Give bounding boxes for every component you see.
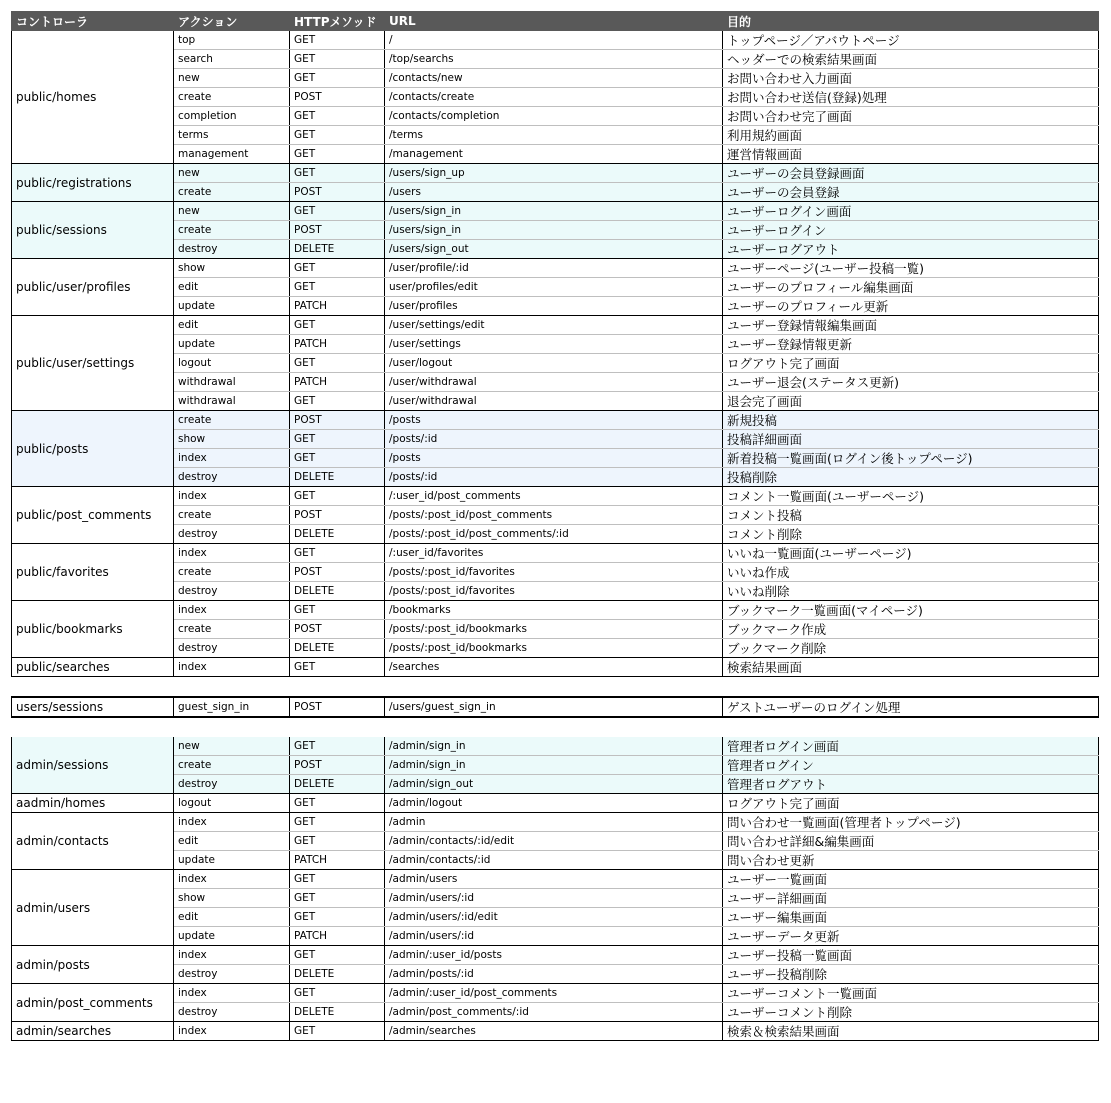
method-cell: PATCH	[290, 335, 385, 354]
method-cell: DELETE	[290, 240, 385, 259]
action-cell: destroy	[174, 468, 290, 487]
purpose-cell: ユーザーコメント削除	[723, 1003, 1099, 1022]
header-controller: コントローラ	[12, 12, 174, 31]
action-cell: logout	[174, 794, 290, 813]
table-row	[12, 221, 1099, 240]
action-cell: new	[174, 164, 290, 183]
purpose-cell: ユーザー一覧画面	[723, 870, 1099, 889]
action-cell: index	[174, 449, 290, 468]
purpose-cell: ユーザーログイン画面	[723, 202, 1099, 221]
url-cell: /users	[385, 183, 723, 202]
table-row	[12, 354, 1099, 373]
method-cell: GET	[290, 1022, 385, 1041]
url-cell: /	[385, 31, 723, 50]
action-cell: index	[174, 946, 290, 965]
url-cell: /admin/users/:id	[385, 889, 723, 908]
method-cell: POST	[290, 88, 385, 107]
purpose-cell: お問い合わせ入力画面	[723, 69, 1099, 88]
header-action: アクション	[174, 12, 290, 31]
url-cell: /admin	[385, 813, 723, 832]
purpose-cell: ユーザー編集画面	[723, 908, 1099, 927]
purpose-cell: 検索結果画面	[723, 658, 1099, 677]
url-cell: /top/searchs	[385, 50, 723, 69]
header-method: HTTPメソッド	[290, 12, 385, 31]
url-cell: /posts/:post_id/bookmarks	[385, 639, 723, 658]
url-cell: user/profiles/edit	[385, 278, 723, 297]
purpose-cell: 問い合わせ詳細&編集画面	[723, 832, 1099, 851]
purpose-cell: ヘッダーでの検索結果画面	[723, 50, 1099, 69]
url-cell: /admin/posts/:id	[385, 965, 723, 984]
purpose-cell: 管理者ログイン	[723, 756, 1099, 775]
method-cell: POST	[290, 221, 385, 240]
header-purpose: 目的	[723, 12, 1099, 31]
table-row	[12, 813, 1099, 832]
action-cell: destroy	[174, 582, 290, 601]
action-cell: index	[174, 487, 290, 506]
table-row	[12, 183, 1099, 202]
url-cell: /searches	[385, 658, 723, 677]
action-cell: destroy	[174, 1003, 290, 1022]
controller-cell: public/registrations	[12, 164, 174, 202]
method-cell: GET	[290, 50, 385, 69]
method-cell: GET	[290, 449, 385, 468]
purpose-cell: 検索＆検索結果画面	[723, 1022, 1099, 1041]
method-cell: POST	[290, 620, 385, 639]
method-cell: GET	[290, 889, 385, 908]
url-cell: /users/sign_in	[385, 202, 723, 221]
spacer-row	[12, 717, 1099, 737]
purpose-cell: ユーザーログイン	[723, 221, 1099, 240]
action-cell: create	[174, 221, 290, 240]
method-cell: GET	[290, 145, 385, 164]
action-cell: create	[174, 563, 290, 582]
method-cell: GET	[290, 107, 385, 126]
purpose-cell: お問い合わせ送信(登録)処理	[723, 88, 1099, 107]
action-cell: update	[174, 851, 290, 870]
table-row	[12, 202, 1099, 221]
url-cell: /users/guest_sign_in	[385, 697, 723, 717]
url-cell: /:user_id/post_comments	[385, 487, 723, 506]
purpose-cell: ブックマーク一覧画面(マイページ)	[723, 601, 1099, 620]
controller-cell: public/user/profiles	[12, 259, 174, 316]
method-cell: GET	[290, 908, 385, 927]
action-cell: destroy	[174, 525, 290, 544]
method-cell: GET	[290, 832, 385, 851]
action-cell: management	[174, 145, 290, 164]
table-row	[12, 392, 1099, 411]
controller-cell: admin/posts	[12, 946, 174, 984]
action-cell: create	[174, 620, 290, 639]
method-cell: GET	[290, 316, 385, 335]
table-row	[12, 278, 1099, 297]
purpose-cell: ブックマーク作成	[723, 620, 1099, 639]
url-cell: /management	[385, 145, 723, 164]
action-cell: search	[174, 50, 290, 69]
table-row	[12, 335, 1099, 354]
controller-cell: public/posts	[12, 411, 174, 487]
table-row	[12, 851, 1099, 870]
method-cell: GET	[290, 487, 385, 506]
table-row	[12, 297, 1099, 316]
method-cell: GET	[290, 126, 385, 145]
table-row	[12, 164, 1099, 183]
action-cell: edit	[174, 832, 290, 851]
purpose-cell: ユーザー登録情報更新	[723, 335, 1099, 354]
table-row	[12, 411, 1099, 430]
controller-cell: public/searches	[12, 658, 174, 677]
purpose-cell: ログアウト完了画面	[723, 354, 1099, 373]
controller-cell: public/sessions	[12, 202, 174, 259]
purpose-cell: ユーザー投稿削除	[723, 965, 1099, 984]
url-cell: /users/sign_up	[385, 164, 723, 183]
purpose-cell: コメント投稿	[723, 506, 1099, 525]
method-cell: GET	[290, 813, 385, 832]
purpose-cell: ゲストユーザーのログイン処理	[723, 697, 1099, 717]
purpose-cell: ブックマーク削除	[723, 639, 1099, 658]
purpose-cell: 投稿削除	[723, 468, 1099, 487]
action-cell: update	[174, 927, 290, 946]
url-cell: /user/logout	[385, 354, 723, 373]
purpose-cell: 問い合わせ更新	[723, 851, 1099, 870]
method-cell: POST	[290, 183, 385, 202]
method-cell: POST	[290, 506, 385, 525]
action-cell: terms	[174, 126, 290, 145]
controller-cell: admin/users	[12, 870, 174, 946]
controller-cell: users/sessions	[12, 697, 174, 717]
purpose-cell: いいね作成	[723, 563, 1099, 582]
action-cell: edit	[174, 316, 290, 335]
url-cell: /:user_id/favorites	[385, 544, 723, 563]
controller-cell: public/post_comments	[12, 487, 174, 544]
method-cell: DELETE	[290, 525, 385, 544]
table-row	[12, 430, 1099, 449]
purpose-cell: 新着投稿一覧画面(ログイン後トップページ)	[723, 449, 1099, 468]
url-cell: /posts/:id	[385, 430, 723, 449]
method-cell: GET	[290, 794, 385, 813]
url-cell: /user/profile/:id	[385, 259, 723, 278]
controller-cell: public/homes	[12, 31, 174, 164]
url-cell: /admin/sign_in	[385, 737, 723, 756]
purpose-cell: ユーザーの会員登録画面	[723, 164, 1099, 183]
table-row	[12, 126, 1099, 145]
table-row	[12, 1003, 1099, 1022]
purpose-cell: コメント一覧画面(ユーザーページ)	[723, 487, 1099, 506]
table-row	[12, 697, 1099, 717]
method-cell: DELETE	[290, 1003, 385, 1022]
action-cell: completion	[174, 107, 290, 126]
url-cell: /posts	[385, 411, 723, 430]
table-row	[12, 756, 1099, 775]
action-cell: show	[174, 430, 290, 449]
table-row	[12, 601, 1099, 620]
table-row	[12, 259, 1099, 278]
action-cell: edit	[174, 908, 290, 927]
purpose-cell: いいね一覧画面(ユーザーページ)	[723, 544, 1099, 563]
method-cell: DELETE	[290, 965, 385, 984]
action-cell: withdrawal	[174, 392, 290, 411]
controller-cell: admin/contacts	[12, 813, 174, 870]
url-cell: /posts/:post_id/post_comments/:id	[385, 525, 723, 544]
url-cell: /posts	[385, 449, 723, 468]
purpose-cell: ユーザー詳細画面	[723, 889, 1099, 908]
table-row	[12, 145, 1099, 164]
method-cell: GET	[290, 946, 385, 965]
method-cell: GET	[290, 164, 385, 183]
method-cell: PATCH	[290, 927, 385, 946]
header-url: URL	[385, 12, 723, 31]
table-row	[12, 69, 1099, 88]
method-cell: DELETE	[290, 775, 385, 794]
url-cell: /admin/users	[385, 870, 723, 889]
table-row	[12, 240, 1099, 259]
url-cell: /posts/:post_id/bookmarks	[385, 620, 723, 639]
purpose-cell: 新規投稿	[723, 411, 1099, 430]
url-cell: /posts/:id	[385, 468, 723, 487]
method-cell: DELETE	[290, 582, 385, 601]
action-cell: create	[174, 411, 290, 430]
url-cell: /admin/post_comments/:id	[385, 1003, 723, 1022]
url-cell: /user/profiles	[385, 297, 723, 316]
header-row	[12, 12, 1099, 31]
method-cell: GET	[290, 69, 385, 88]
table-row	[12, 639, 1099, 658]
action-cell: destroy	[174, 775, 290, 794]
purpose-cell: ユーザーデータ更新	[723, 927, 1099, 946]
action-cell: destroy	[174, 240, 290, 259]
purpose-cell: トップページ／アバウトページ	[723, 31, 1099, 50]
url-cell: /posts/:post_id/favorites	[385, 582, 723, 601]
routes-sheet	[11, 11, 1098, 1041]
spacer-cell	[12, 677, 1099, 697]
method-cell: DELETE	[290, 639, 385, 658]
action-cell: update	[174, 335, 290, 354]
url-cell: /terms	[385, 126, 723, 145]
method-cell: GET	[290, 544, 385, 563]
table-row	[12, 487, 1099, 506]
action-cell: index	[174, 601, 290, 620]
controller-cell: admin/post_comments	[12, 984, 174, 1022]
controller-cell: aadmin/homes	[12, 794, 174, 813]
table-row	[12, 737, 1099, 756]
method-cell: GET	[290, 601, 385, 620]
url-cell: /admin/contacts/:id/edit	[385, 832, 723, 851]
purpose-cell: ユーザー退会(ステータス更新)	[723, 373, 1099, 392]
method-cell: GET	[290, 31, 385, 50]
url-cell: /admin/:user_id/post_comments	[385, 984, 723, 1003]
purpose-cell: ユーザーページ(ユーザー投稿一覧)	[723, 259, 1099, 278]
url-cell: /contacts/create	[385, 88, 723, 107]
method-cell: GET	[290, 259, 385, 278]
action-cell: new	[174, 69, 290, 88]
method-cell: GET	[290, 354, 385, 373]
action-cell: show	[174, 889, 290, 908]
purpose-cell: 運営情報画面	[723, 145, 1099, 164]
action-cell: edit	[174, 278, 290, 297]
url-cell: /contacts/completion	[385, 107, 723, 126]
table-row	[12, 582, 1099, 601]
method-cell: GET	[290, 658, 385, 677]
table-row	[12, 525, 1099, 544]
action-cell: index	[174, 1022, 290, 1041]
controller-cell: public/user/settings	[12, 316, 174, 411]
table-row	[12, 88, 1099, 107]
action-cell: guest_sign_in	[174, 697, 290, 717]
url-cell: /contacts/new	[385, 69, 723, 88]
table-row	[12, 946, 1099, 965]
method-cell: PATCH	[290, 373, 385, 392]
action-cell: index	[174, 870, 290, 889]
table-row	[12, 449, 1099, 468]
url-cell: /admin/sign_in	[385, 756, 723, 775]
table-row	[12, 1022, 1099, 1041]
method-cell: GET	[290, 392, 385, 411]
action-cell: new	[174, 202, 290, 221]
purpose-cell: ログアウト完了画面	[723, 794, 1099, 813]
purpose-cell: いいね削除	[723, 582, 1099, 601]
method-cell: POST	[290, 756, 385, 775]
url-cell: /admin/contacts/:id	[385, 851, 723, 870]
purpose-cell: 投稿詳細画面	[723, 430, 1099, 449]
method-cell: GET	[290, 984, 385, 1003]
purpose-cell: 問い合わせ一覧画面(管理者トップページ)	[723, 813, 1099, 832]
table-row	[12, 620, 1099, 639]
action-cell: withdrawal	[174, 373, 290, 392]
url-cell: /admin/sign_out	[385, 775, 723, 794]
purpose-cell: お問い合わせ完了画面	[723, 107, 1099, 126]
table-row	[12, 889, 1099, 908]
purpose-cell: コメント削除	[723, 525, 1099, 544]
action-cell: create	[174, 506, 290, 525]
method-cell: GET	[290, 430, 385, 449]
action-cell: destroy	[174, 639, 290, 658]
url-cell: /posts/:post_id/favorites	[385, 563, 723, 582]
url-cell: /user/settings/edit	[385, 316, 723, 335]
url-cell: /bookmarks	[385, 601, 723, 620]
url-cell: /admin/users/:id	[385, 927, 723, 946]
table-row	[12, 965, 1099, 984]
purpose-cell: ユーザー登録情報編集画面	[723, 316, 1099, 335]
table-row	[12, 908, 1099, 927]
purpose-cell: 退会完了画面	[723, 392, 1099, 411]
routes-body	[12, 31, 1099, 1041]
table-row	[12, 832, 1099, 851]
url-cell: /admin/logout	[385, 794, 723, 813]
url-cell: /users/sign_out	[385, 240, 723, 259]
url-cell: /user/withdrawal	[385, 392, 723, 411]
table-row	[12, 50, 1099, 69]
method-cell: DELETE	[290, 468, 385, 487]
method-cell: PATCH	[290, 297, 385, 316]
url-cell: /admin/searches	[385, 1022, 723, 1041]
action-cell: index	[174, 658, 290, 677]
action-cell: create	[174, 88, 290, 107]
table-row	[12, 870, 1099, 889]
table-row	[12, 31, 1099, 50]
spacer-row	[12, 677, 1099, 697]
purpose-cell: ユーザーのプロフィール編集画面	[723, 278, 1099, 297]
purpose-cell: ユーザーの会員登録	[723, 183, 1099, 202]
url-cell: /admin/:user_id/posts	[385, 946, 723, 965]
action-cell: index	[174, 984, 290, 1003]
controller-cell: public/bookmarks	[12, 601, 174, 658]
method-cell: GET	[290, 737, 385, 756]
action-cell: logout	[174, 354, 290, 373]
purpose-cell: 管理者ログイン画面	[723, 737, 1099, 756]
method-cell: POST	[290, 697, 385, 717]
table-row	[12, 563, 1099, 582]
method-cell: POST	[290, 411, 385, 430]
table-row	[12, 316, 1099, 335]
method-cell: GET	[290, 278, 385, 297]
purpose-cell: 管理者ログアウト	[723, 775, 1099, 794]
table-row	[12, 506, 1099, 525]
action-cell: index	[174, 544, 290, 563]
purpose-cell: ユーザー投稿一覧画面	[723, 946, 1099, 965]
purpose-cell: ユーザーログアウト	[723, 240, 1099, 259]
action-cell: index	[174, 813, 290, 832]
action-cell: show	[174, 259, 290, 278]
table-row	[12, 984, 1099, 1003]
method-cell: GET	[290, 870, 385, 889]
action-cell: create	[174, 183, 290, 202]
table-row	[12, 927, 1099, 946]
purpose-cell: ユーザーコメント一覧画面	[723, 984, 1099, 1003]
controller-cell: public/favorites	[12, 544, 174, 601]
routes-table	[11, 11, 1099, 1041]
method-cell: POST	[290, 563, 385, 582]
table-row	[12, 794, 1099, 813]
method-cell: GET	[290, 202, 385, 221]
method-cell: PATCH	[290, 851, 385, 870]
url-cell: /posts/:post_id/post_comments	[385, 506, 723, 525]
purpose-cell: 利用規約画面	[723, 126, 1099, 145]
controller-cell: admin/sessions	[12, 737, 174, 794]
purpose-cell: ユーザーのプロフィール更新	[723, 297, 1099, 316]
table-row	[12, 107, 1099, 126]
table-row	[12, 373, 1099, 392]
url-cell: /user/withdrawal	[385, 373, 723, 392]
action-cell: create	[174, 756, 290, 775]
url-cell: /admin/users/:id/edit	[385, 908, 723, 927]
table-row	[12, 658, 1099, 677]
action-cell: top	[174, 31, 290, 50]
url-cell: /user/settings	[385, 335, 723, 354]
controller-cell: admin/searches	[12, 1022, 174, 1041]
action-cell: destroy	[174, 965, 290, 984]
url-cell: /users/sign_in	[385, 221, 723, 240]
spacer-cell	[12, 717, 1099, 737]
table-row	[12, 468, 1099, 487]
action-cell: update	[174, 297, 290, 316]
table-row	[12, 775, 1099, 794]
action-cell: new	[174, 737, 290, 756]
table-row	[12, 544, 1099, 563]
